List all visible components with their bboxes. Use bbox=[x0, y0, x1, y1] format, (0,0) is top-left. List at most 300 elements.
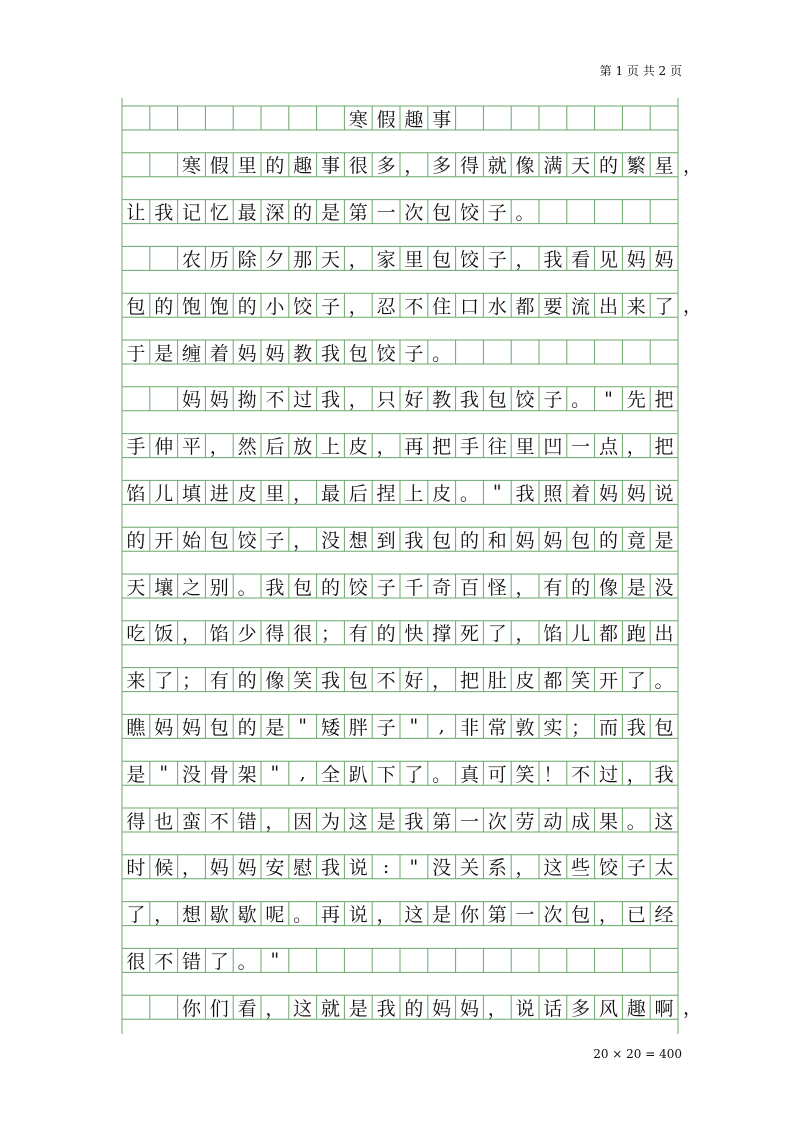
grid-cell: 了 bbox=[487, 623, 507, 646]
grid-cell: 见 bbox=[598, 248, 618, 271]
grid-cell: 里 bbox=[404, 248, 424, 271]
grid-cell: 开 bbox=[154, 529, 174, 552]
grid-row bbox=[122, 948, 678, 972]
grid-cell bbox=[511, 106, 539, 130]
grid-cell: ； bbox=[181, 670, 201, 693]
grid-cell: 的 bbox=[320, 576, 340, 599]
grid-cell: 最 bbox=[320, 482, 340, 505]
grid-cell: 包 bbox=[348, 670, 368, 693]
margin-punctuation: ， bbox=[683, 997, 703, 1020]
grid-cell: 说 bbox=[348, 904, 368, 927]
grid-cell: 我 bbox=[320, 342, 340, 365]
grid-cell: 妈 bbox=[459, 997, 479, 1020]
grid-cell: 的 bbox=[293, 202, 313, 225]
grid-cell: 过 bbox=[293, 389, 313, 412]
grid-cell: 都 bbox=[598, 623, 618, 646]
grid-cell: 然 bbox=[237, 436, 257, 459]
grid-cell: 出 bbox=[654, 623, 674, 646]
grid-cell: 繁 bbox=[626, 155, 646, 178]
grid-cell: " bbox=[604, 387, 613, 410]
grid-cell: 假 bbox=[376, 108, 396, 131]
grid-cell: 后 bbox=[265, 436, 285, 459]
grid-cell: 吃 bbox=[126, 623, 146, 646]
grid-cell: 好 bbox=[404, 670, 424, 693]
grid-cell: 妈 bbox=[209, 389, 229, 412]
grid-cell: ， bbox=[181, 623, 201, 646]
grid-cell: ， bbox=[209, 436, 229, 459]
grid-cell: 一 bbox=[515, 904, 535, 927]
grid-cell: 啊 bbox=[654, 997, 674, 1020]
grid-cell: 之 bbox=[181, 576, 201, 599]
grid-cell: 说 bbox=[654, 482, 674, 505]
grid-cell: 饺 bbox=[459, 248, 479, 271]
grid-cell: 天 bbox=[320, 248, 340, 271]
grid-cell bbox=[150, 995, 178, 1019]
grid-cell: 子 bbox=[626, 857, 646, 880]
grid-row bbox=[122, 668, 678, 692]
grid-cell: ； bbox=[571, 716, 591, 739]
grid-cell: 天 bbox=[571, 155, 591, 178]
grid-cell: 包 bbox=[432, 248, 452, 271]
grid-cell: 妈 bbox=[181, 389, 201, 412]
grid-cell: 皮 bbox=[348, 436, 368, 459]
grid-cell: 再 bbox=[404, 436, 424, 459]
grid-cell: 教 bbox=[432, 389, 452, 412]
grid-cell: 妈 bbox=[265, 342, 285, 365]
grid-cell bbox=[122, 246, 150, 270]
grid-cell: 包 bbox=[126, 295, 146, 318]
grid-cell: 这 bbox=[348, 810, 368, 833]
grid-cell: 竟 bbox=[626, 529, 646, 552]
grid-cell: 是 bbox=[654, 529, 674, 552]
grid-cell: 来 bbox=[126, 670, 146, 693]
grid-cell bbox=[622, 948, 650, 972]
grid-cell: 没 bbox=[432, 857, 452, 880]
grid-cell: ， bbox=[515, 248, 535, 271]
grid-cell: 慰 bbox=[293, 857, 313, 880]
grid-cell: 的 bbox=[265, 155, 285, 178]
grid-cell: 照 bbox=[543, 482, 563, 505]
grid-cell: 再 bbox=[320, 904, 340, 927]
grid-cell: 果 bbox=[598, 810, 618, 833]
grid-cell: 。 bbox=[654, 670, 674, 693]
grid-cell: 死 bbox=[459, 623, 479, 646]
grid-cell: 多 bbox=[376, 155, 396, 178]
grid-cell: 千 bbox=[404, 576, 424, 599]
grid-cell: 骨 bbox=[209, 763, 229, 786]
grid-row bbox=[122, 293, 678, 317]
grid-cell: 子 bbox=[265, 529, 285, 552]
grid-cell: 瞧 bbox=[126, 716, 146, 739]
grid-cell: 。 bbox=[571, 389, 591, 412]
grid-cell: 第 bbox=[348, 202, 368, 225]
grid-cell: 妈 bbox=[154, 716, 174, 739]
grid-cell: 把 bbox=[654, 389, 674, 412]
grid-cell bbox=[567, 106, 595, 130]
grid-cell: 少 bbox=[237, 623, 257, 646]
grid-cell: 我 bbox=[626, 716, 646, 739]
grid-row bbox=[122, 574, 678, 598]
grid-cell: 多 bbox=[432, 155, 452, 178]
grid-cell bbox=[428, 948, 456, 972]
grid-cell: 怪 bbox=[487, 576, 507, 599]
grid-cell: 饱 bbox=[181, 295, 201, 318]
grid-cell: ， bbox=[181, 857, 201, 880]
grid-cell bbox=[622, 340, 650, 364]
grid-cell: 蛮 bbox=[181, 810, 201, 833]
grid-cell bbox=[372, 948, 400, 972]
grid-cell: 馅 bbox=[543, 623, 563, 646]
grid-cell: 凹 bbox=[543, 436, 563, 459]
grid-cell: 这 bbox=[654, 810, 674, 833]
grid-cell: 捏 bbox=[376, 482, 396, 505]
grid-cell: 架 bbox=[237, 763, 257, 786]
grid-cell: 先 bbox=[626, 389, 646, 412]
grid-cell: 后 bbox=[348, 482, 368, 505]
grid-cell: 很 bbox=[348, 155, 368, 178]
grid-cell: 最 bbox=[237, 202, 257, 225]
grid-cell: 要 bbox=[543, 295, 563, 318]
grid-cell: 把 bbox=[459, 670, 479, 693]
grid-cell: " bbox=[409, 715, 419, 738]
grid-cell: 除 bbox=[237, 248, 257, 271]
grid-cell bbox=[289, 948, 317, 972]
grid-cell bbox=[456, 948, 484, 972]
grid-cell: ， bbox=[154, 904, 174, 927]
grid-cell: 有 bbox=[209, 670, 229, 693]
grid-cell: 让 bbox=[126, 202, 146, 225]
grid-cell: 像 bbox=[515, 155, 535, 178]
grid-cell: 一 bbox=[376, 202, 396, 225]
grid-cell: 忍 bbox=[376, 295, 396, 318]
grid-cell: 饺 bbox=[515, 389, 535, 412]
grid-cell: 始 bbox=[181, 529, 201, 552]
grid-cell: 子 bbox=[487, 202, 507, 225]
grid-cell: 上 bbox=[320, 436, 340, 459]
grid-row bbox=[122, 995, 678, 1019]
grid-cell: 着 bbox=[571, 482, 591, 505]
grid-cell: 子 bbox=[320, 295, 340, 318]
grid-cell: 饺 bbox=[376, 342, 396, 365]
grid-row bbox=[122, 246, 678, 270]
grid-cell bbox=[650, 200, 678, 224]
grid-cell: 趣 bbox=[293, 155, 313, 178]
grid-cell: 一 bbox=[459, 810, 479, 833]
grid-cell: 我 bbox=[515, 482, 535, 505]
grid-cell: 想 bbox=[348, 529, 368, 552]
grid-cell: 就 bbox=[487, 155, 507, 178]
grid-cell: 因 bbox=[293, 810, 313, 833]
grid-cell: 包 bbox=[654, 716, 674, 739]
grid-cell: 趣 bbox=[626, 997, 646, 1020]
grid-cell: 得 bbox=[126, 810, 146, 833]
grid-cell: 只 bbox=[376, 389, 396, 412]
grid-cell: ， bbox=[626, 763, 646, 786]
grid-cell: 呢 bbox=[265, 904, 285, 927]
grid-cell bbox=[456, 106, 484, 130]
grid-cell: 把 bbox=[432, 436, 452, 459]
grid-cell: ， bbox=[293, 529, 313, 552]
grid-cell: 风 bbox=[598, 997, 618, 1020]
grid-cell: 成 bbox=[571, 810, 591, 833]
grid-cell: 点 bbox=[598, 436, 618, 459]
grid-cell: 进 bbox=[209, 482, 229, 505]
grid-cell bbox=[511, 340, 539, 364]
grid-cell: 记 bbox=[181, 202, 201, 225]
grid-cell: 全 bbox=[320, 763, 340, 786]
grid-cell: 已 bbox=[626, 904, 646, 927]
grid-cell: 星 bbox=[654, 155, 674, 178]
grid-cell: 了 bbox=[154, 670, 174, 693]
grid-cell: 子 bbox=[376, 716, 396, 739]
grid-row bbox=[122, 106, 678, 130]
grid-cell: 满 bbox=[543, 155, 563, 178]
grid-cell bbox=[205, 106, 233, 130]
grid-cell: 我 bbox=[154, 202, 174, 225]
grid-cell: 妈 bbox=[654, 248, 674, 271]
grid-cell: 假 bbox=[209, 155, 229, 178]
grid-cell bbox=[483, 948, 511, 972]
grid-cell: 你 bbox=[459, 904, 479, 927]
grid-cell bbox=[344, 948, 372, 972]
grid-row bbox=[122, 434, 678, 458]
grid-cell bbox=[650, 106, 678, 130]
grid-cell: 饺 bbox=[237, 529, 257, 552]
grid-cell: 第 bbox=[432, 810, 452, 833]
grid-cell: 候 bbox=[154, 857, 174, 880]
grid-cell: 是 bbox=[126, 763, 146, 786]
grid-row bbox=[122, 153, 678, 177]
grid-cell bbox=[595, 106, 623, 130]
grid-cell: 把 bbox=[654, 436, 674, 459]
grid-cell: 的 bbox=[154, 295, 174, 318]
grid-cell: 你 bbox=[181, 997, 201, 1020]
grid-cell: 妈 bbox=[543, 529, 563, 552]
grid-cell bbox=[122, 106, 150, 130]
grid-cell: 里 bbox=[515, 436, 535, 459]
grid-cell: 关 bbox=[459, 857, 479, 880]
grid-cell: 包 bbox=[487, 389, 507, 412]
grid-cell: 都 bbox=[543, 670, 563, 693]
grid-cell: 夕 bbox=[265, 248, 285, 271]
grid-cell: 了 bbox=[126, 904, 146, 927]
grid-cell: 错 bbox=[237, 810, 257, 833]
grid-cell: 饺 bbox=[459, 202, 479, 225]
grid-cell: 。 bbox=[432, 763, 452, 786]
grid-cell: 劳 bbox=[515, 810, 535, 833]
grid-cell: 儿 bbox=[571, 623, 591, 646]
grid-row bbox=[122, 200, 678, 224]
grid-cell: 妈 bbox=[237, 857, 257, 880]
grid-cell: 妈 bbox=[181, 716, 201, 739]
grid-cell: 说 bbox=[515, 997, 535, 1020]
grid-cell: ， bbox=[376, 904, 396, 927]
grid-cell: 事 bbox=[320, 155, 340, 178]
grid-row bbox=[122, 621, 678, 645]
grid-cell: 而 bbox=[598, 716, 618, 739]
grid-cell: 很 bbox=[293, 623, 313, 646]
grid-cell: 我 bbox=[404, 529, 424, 552]
grid-cell: 馅 bbox=[209, 623, 229, 646]
grid-row bbox=[122, 761, 678, 785]
grid-row bbox=[122, 527, 678, 551]
grid-cell: ， bbox=[515, 857, 535, 880]
grid-cell: 里 bbox=[265, 482, 285, 505]
grid-cell: 矮 bbox=[320, 716, 340, 739]
grid-cell bbox=[595, 948, 623, 972]
grid-cell: 。 bbox=[515, 202, 535, 225]
grid-cell bbox=[122, 387, 150, 411]
grid-cell: 缠 bbox=[181, 342, 201, 365]
grid-cell: 错 bbox=[181, 950, 201, 973]
grid-cell: 壤 bbox=[154, 576, 174, 599]
grid-cell: 妈 bbox=[515, 529, 535, 552]
grid-cell: 歇 bbox=[209, 904, 229, 927]
grid-cell: 包 bbox=[209, 529, 229, 552]
grid-cell: 包 bbox=[209, 716, 229, 739]
grid-cell: " bbox=[492, 481, 502, 504]
grid-cell: ！ bbox=[543, 763, 563, 786]
grid-cell: 胖 bbox=[348, 716, 368, 739]
grid-cell bbox=[150, 387, 178, 411]
grid-cell bbox=[567, 200, 595, 224]
grid-cell: 那 bbox=[293, 248, 313, 271]
grid-cell bbox=[539, 106, 567, 130]
grid-cell: 没 bbox=[654, 576, 674, 599]
grid-cell: 歇 bbox=[237, 904, 257, 927]
grid-cell: 是 bbox=[432, 904, 452, 927]
grid-cell: 饱 bbox=[209, 295, 229, 318]
grid-cell: ， bbox=[487, 997, 507, 1020]
grid-cell: 子 bbox=[487, 248, 507, 271]
grid-cell: 我 bbox=[320, 389, 340, 412]
grid-cell: 饺 bbox=[293, 295, 313, 318]
grid-cell bbox=[150, 246, 178, 270]
grid-cell: 趣 bbox=[404, 108, 424, 131]
grid-cell: 着 bbox=[209, 342, 229, 365]
grid-row bbox=[122, 714, 678, 738]
grid-cell: 包 bbox=[571, 529, 591, 552]
grid-cell: 。 bbox=[237, 576, 257, 599]
grid-cell: 没 bbox=[320, 529, 340, 552]
grid-cell bbox=[289, 106, 317, 130]
grid-cell: 饺 bbox=[598, 857, 618, 880]
grid-cell: 实 bbox=[543, 716, 563, 739]
grid-cell bbox=[317, 106, 345, 130]
grid-cell: 们 bbox=[209, 997, 229, 1020]
grid-cell: 经 bbox=[654, 904, 674, 927]
grid-cell: 是 bbox=[154, 342, 174, 365]
grid-cell: ， bbox=[515, 623, 535, 646]
grid-cell bbox=[400, 948, 428, 972]
grid-cell: ， bbox=[348, 295, 368, 318]
grid-cell bbox=[567, 948, 595, 972]
grid-cell: 放 bbox=[293, 436, 313, 459]
grid-cell bbox=[511, 948, 539, 972]
grid-cell: 到 bbox=[376, 529, 396, 552]
grid-cell bbox=[539, 200, 567, 224]
grid-cell: 儿 bbox=[154, 482, 174, 505]
grid-cell: 也 bbox=[154, 810, 174, 833]
grid-cell: 是 bbox=[320, 202, 340, 225]
grid-row bbox=[122, 855, 678, 879]
grid-cell: 很 bbox=[126, 950, 146, 973]
grid-cell bbox=[150, 106, 178, 130]
grid-cell: 。 bbox=[293, 904, 313, 927]
grid-cell: 饭 bbox=[154, 623, 174, 646]
grid-cell bbox=[483, 340, 511, 364]
grid-cell bbox=[122, 153, 150, 177]
grid-cell: 得 bbox=[459, 155, 479, 178]
grid-cell: 饺 bbox=[348, 576, 368, 599]
grid-cell: 上 bbox=[404, 482, 424, 505]
grid-cell: 寒 bbox=[181, 155, 201, 178]
grid-cell: 奇 bbox=[432, 576, 452, 599]
grid-cell: 下 bbox=[376, 763, 396, 786]
grid-cell: 我 bbox=[265, 576, 285, 599]
grid-cell: 流 bbox=[571, 295, 591, 318]
grid-cell: 。 bbox=[237, 950, 257, 973]
grid-cell: 就 bbox=[320, 997, 340, 1020]
grid-cell: 笑 bbox=[293, 670, 313, 693]
grid-cell: 我 bbox=[543, 248, 563, 271]
grid-cell: 看 bbox=[237, 997, 257, 1020]
grid-cell: 的 bbox=[237, 295, 257, 318]
grid-cell: 深 bbox=[265, 202, 285, 225]
grid-cell: ， bbox=[626, 436, 646, 459]
grid-cell: 的 bbox=[598, 155, 618, 178]
grid-cell bbox=[539, 948, 567, 972]
grid-cell: 撑 bbox=[432, 623, 452, 646]
grid-cell bbox=[122, 995, 150, 1019]
margin-punctuation: ， bbox=[683, 154, 703, 177]
grid-cell: 得 bbox=[265, 623, 285, 646]
grid-cell: 快 bbox=[404, 623, 424, 646]
grid-cell: 妈 bbox=[598, 482, 618, 505]
grid-cell: , bbox=[438, 715, 445, 738]
grid-cell: 一 bbox=[571, 436, 591, 459]
grid-cell: 些 bbox=[571, 857, 591, 880]
grid-cell: ， bbox=[293, 482, 313, 505]
grid-cell: 没 bbox=[181, 763, 201, 786]
grid-cell: 家 bbox=[376, 248, 396, 271]
grid-row bbox=[122, 387, 678, 411]
grid-cell: 妈 bbox=[626, 482, 646, 505]
grid-cell: 是 bbox=[348, 997, 368, 1020]
grid-cell: 来 bbox=[626, 295, 646, 318]
grid-cell: 子 bbox=[543, 389, 563, 412]
grid-cell: 动 bbox=[543, 810, 563, 833]
grid-cell: 住 bbox=[432, 295, 452, 318]
grid-row bbox=[122, 480, 678, 504]
grid-cell bbox=[456, 340, 484, 364]
grid-cell: 馅 bbox=[126, 482, 146, 505]
grid-cell: 农 bbox=[181, 248, 201, 271]
grid-cell: 皮 bbox=[432, 482, 452, 505]
grid-cell: 。 bbox=[459, 482, 479, 505]
grid-cell: 笑 bbox=[515, 763, 535, 786]
grid-cell: 平 bbox=[181, 436, 201, 459]
grid-cell: 想 bbox=[181, 904, 201, 927]
grid-cell: 往 bbox=[487, 436, 507, 459]
grid-cell bbox=[261, 106, 289, 130]
grid-cell: 次 bbox=[543, 904, 563, 927]
grid-cell: 肚 bbox=[487, 670, 507, 693]
grid-cell: 可 bbox=[487, 763, 507, 786]
grid-cell bbox=[567, 340, 595, 364]
grid-cell: " bbox=[159, 762, 169, 785]
grid-cell: 的 bbox=[404, 997, 424, 1020]
